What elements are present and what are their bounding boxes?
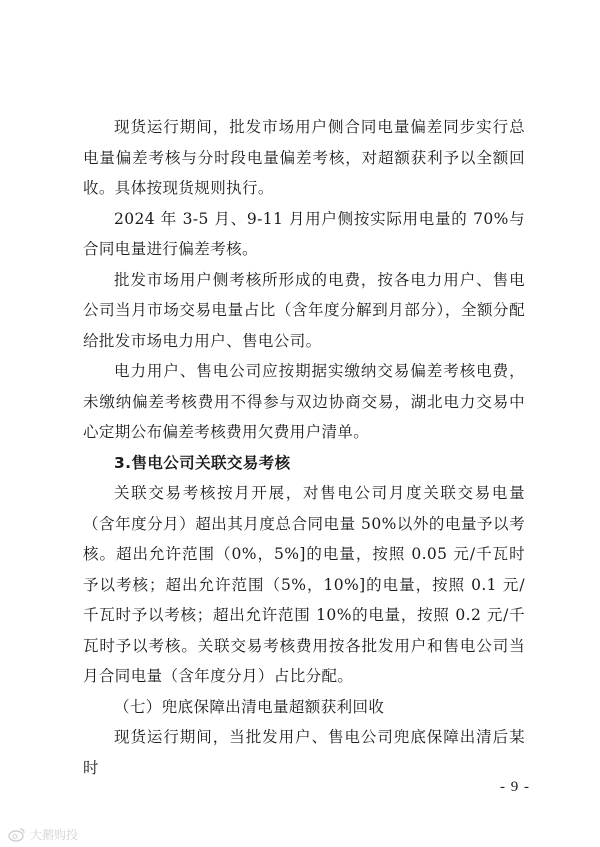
page-number: - 9 - bbox=[500, 779, 530, 795]
watermark bbox=[8, 826, 78, 842]
paragraph-fee-payment-requirement: 电力用户、售电公司应按期据实缴纳交易偏差考核电费，未缴纳偏差考核费用不得参与双边协商交易，湖北电力交易中心定期公布偏差考核费用欠费用户清单。 bbox=[83, 362, 525, 441]
watermark-text: 大鹅购投 bbox=[30, 827, 79, 842]
document-body bbox=[83, 112, 525, 783]
paragraph-2024-deviation-assessment: 2024 年 3-5 月、9-11 月用户侧按实际用电量的 70%与合同电量进行偏差考核。 bbox=[83, 209, 525, 258]
section-heading-backstop-recovery: （七）兜底保障出清电量超额获利回收 bbox=[114, 697, 385, 716]
section-heading-related-transaction: 3.售电公司关联交易考核 bbox=[114, 453, 291, 472]
paragraph-related-transaction-rules: 关联交易考核按月开展，对售电公司月度关联交易电量（含年度分月）超出其月度总合同电量 50%以外的电量予以考核。超出允许范围（0%，5%]的电量，按照 0.05 元/千瓦时予以考核；超出允许范围（5%，10%]的电量，按照 0.1 元/千瓦时予以考核；超出允许范围 10%的电量，按照 0.2 元/千瓦时予以考核。关联交易考核费用按各批发用户和售电公司当月合同电量（含年度分月）占比分配。 bbox=[83, 484, 525, 685]
paragraph-backstop-recovery: 现货运行期间，当批发用户、售电公司兜底保障出清后某时 bbox=[83, 728, 525, 777]
weibo-logo-icon bbox=[8, 827, 26, 842]
paragraph-assessment-fee-allocation: 批发市场用户侧考核所形成的电费，按各电力用户、售电公司当月市场交易电量占比（含年度分解到月部分），全额分配给批发市场电力用户、售电公司。 bbox=[83, 270, 525, 350]
paragraph-spot-market-deviation: 现货运行期间，批发市场用户侧合同电量偏差同步实行总电量偏差考核与分时段电量偏差考核，对超额获利予以全额回收。具体按现货规则执行。 bbox=[83, 118, 525, 197]
